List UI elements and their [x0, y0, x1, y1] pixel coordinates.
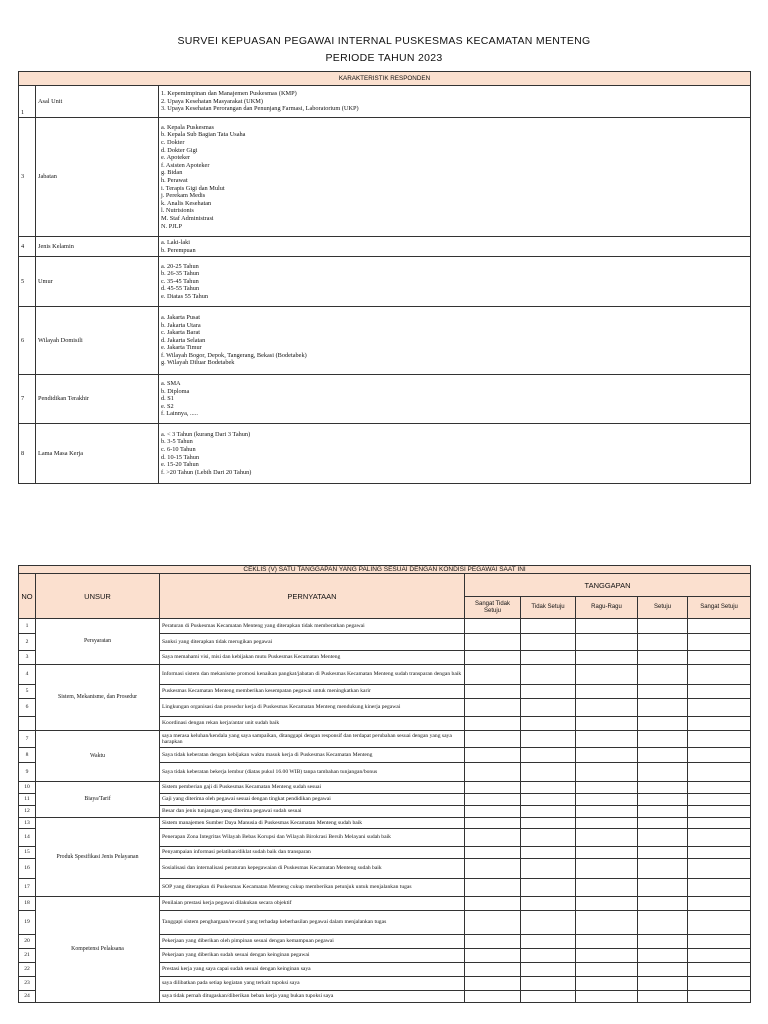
- response-checkbox-cell[interactable]: [465, 806, 521, 818]
- response-checkbox-cell[interactable]: [576, 991, 638, 1003]
- survey-row-no: [19, 717, 36, 731]
- response-checkbox-cell[interactable]: [688, 717, 751, 731]
- survey-row: [19, 782, 751, 794]
- respondent-row: [19, 307, 751, 375]
- response-checkbox-cell[interactable]: [688, 911, 751, 935]
- response-checkbox-cell[interactable]: [465, 731, 521, 748]
- response-checkbox-cell[interactable]: [576, 963, 638, 977]
- response-checkbox-cell[interactable]: [638, 847, 688, 859]
- response-checkbox-cell[interactable]: [638, 911, 688, 935]
- respondent-row-label: Umur: [36, 257, 159, 307]
- response-checkbox-cell[interactable]: [465, 634, 521, 651]
- survey-instruction-row: [19, 566, 751, 574]
- response-checkbox-cell[interactable]: [576, 763, 638, 782]
- response-checkbox-cell[interactable]: [688, 829, 751, 847]
- survey-unsur: Sistem, Mekanisme, dan Prosedur: [36, 665, 160, 731]
- response-checkbox-cell[interactable]: [576, 782, 638, 794]
- survey-statement: Saya memahami visi, misi dan kebijakan mutu Puskesmas Kecamatan Menteng: [160, 651, 465, 665]
- response-checkbox-cell[interactable]: [688, 619, 751, 634]
- response-checkbox-cell[interactable]: [521, 879, 576, 897]
- respondent-option: a. Jakarta Pusat: [161, 313, 200, 321]
- survey-statement: Penyampaian informasi pelatihan/diklat sudah baik dan transparan: [160, 847, 465, 859]
- response-checkbox-cell[interactable]: [576, 829, 638, 847]
- respondent-row-options: [159, 307, 751, 375]
- respondent-row-no: 4: [19, 237, 36, 257]
- respondent-header: KARAKTERISTIK RESPONDEN: [19, 72, 751, 86]
- response-checkbox-cell[interactable]: [638, 763, 688, 782]
- response-checkbox-cell[interactable]: [688, 806, 751, 818]
- respondent-option: d. S1: [161, 395, 174, 403]
- response-checkbox-cell[interactable]: [521, 634, 576, 651]
- response-checkbox-cell[interactable]: [638, 935, 688, 949]
- respondent-option: e. 15-20 Tahun: [161, 461, 199, 469]
- respondent-characteristics-body: [19, 72, 751, 484]
- response-checkbox-cell[interactable]: [521, 717, 576, 731]
- respondent-option: f. Asisten Apoteker: [161, 161, 210, 169]
- survey-row: [19, 619, 751, 634]
- respondent-option: a. 20-25 Tahun: [161, 262, 199, 270]
- response-checkbox-cell[interactable]: [638, 782, 688, 794]
- survey-statement: Lingkungan organisasi dan prosedur kerja di Puskesmas Kecamatan Menteng mendukung kinerja pegawai: [160, 699, 465, 717]
- respondent-row: [19, 237, 751, 257]
- survey-row-no: 20: [19, 935, 36, 949]
- response-checkbox-cell[interactable]: [521, 963, 576, 977]
- response-checkbox-cell[interactable]: [576, 847, 638, 859]
- respondent-option: e. Diatas 55 Tahun: [161, 292, 209, 300]
- response-checkbox-cell[interactable]: [465, 977, 521, 991]
- response-checkbox-cell[interactable]: [638, 991, 688, 1003]
- response-checkbox-cell[interactable]: [521, 794, 576, 806]
- response-checkbox-cell[interactable]: [638, 651, 688, 665]
- survey-statement: SOP yang diterapkan di Puskesmas Kecamatan Menteng cukup memberikan petunjuk untuk menjalankan tugas: [160, 879, 465, 897]
- survey-row-no: 21: [19, 949, 36, 963]
- response-checkbox-cell[interactable]: [465, 699, 521, 717]
- respondent-row: [19, 118, 751, 237]
- response-checkbox-cell[interactable]: [688, 651, 751, 665]
- survey-unsur: Waktu: [36, 731, 160, 782]
- response-checkbox-cell[interactable]: [521, 748, 576, 763]
- response-checkbox-cell[interactable]: [688, 634, 751, 651]
- col-unsur: UNSUR: [36, 574, 160, 619]
- col-no: NO: [19, 574, 36, 619]
- response-checkbox-cell[interactable]: [465, 879, 521, 897]
- respondent-option: N. PJLP: [161, 222, 182, 230]
- response-option-header: Tidak Setuju: [521, 597, 576, 619]
- response-checkbox-cell[interactable]: [688, 699, 751, 717]
- respondent-row: [19, 375, 751, 424]
- respondent-option: d. Dokter Gigi: [161, 146, 198, 154]
- survey-statement: Peraturan di Puskesmas Kecamatan Menteng yang diterapkan tidak memberatkan pegawai: [160, 619, 465, 634]
- response-checkbox-cell[interactable]: [638, 949, 688, 963]
- survey-row-no: 3: [19, 651, 36, 665]
- response-checkbox-cell[interactable]: [638, 619, 688, 634]
- response-checkbox-cell[interactable]: [688, 879, 751, 897]
- response-checkbox-cell[interactable]: [465, 717, 521, 731]
- response-checkbox-cell[interactable]: [688, 818, 751, 829]
- response-checkbox-cell[interactable]: [688, 963, 751, 977]
- response-checkbox-cell[interactable]: [521, 949, 576, 963]
- response-checkbox-cell[interactable]: [465, 935, 521, 949]
- response-checkbox-cell[interactable]: [521, 991, 576, 1003]
- response-checkbox-cell[interactable]: [576, 699, 638, 717]
- respondent-option: c. 35-45 Tahun: [161, 277, 199, 285]
- response-checkbox-cell[interactable]: [465, 619, 521, 634]
- response-checkbox-cell[interactable]: [576, 859, 638, 879]
- tanggapan-header-row: [19, 574, 751, 597]
- survey-row: [19, 731, 751, 748]
- response-checkbox-cell[interactable]: [521, 651, 576, 665]
- survey-row-no: 18: [19, 897, 36, 911]
- respondent-row-label: Asal Unit: [36, 86, 159, 118]
- respondent-option: b. Kepala Sub Bagian Tata Usaha: [161, 131, 246, 139]
- response-checkbox-cell[interactable]: [576, 634, 638, 651]
- response-checkbox-cell[interactable]: [688, 859, 751, 879]
- survey-row-no: 5: [19, 685, 36, 699]
- response-checkbox-cell[interactable]: [688, 731, 751, 748]
- survey-statement: Prestasi kerja yang saya capai sudah sesuai dengan keinginan saya: [160, 963, 465, 977]
- survey-row-no: 14: [19, 829, 36, 847]
- response-checkbox-cell[interactable]: [688, 685, 751, 699]
- response-checkbox-cell[interactable]: [688, 794, 751, 806]
- survey-statement: Sanksi yang diterapkan tidak merugikan pegawai: [160, 634, 465, 651]
- respondent-row-options: [159, 257, 751, 307]
- response-checkbox-cell[interactable]: [638, 731, 688, 748]
- response-checkbox-cell[interactable]: [638, 859, 688, 879]
- survey-statement: Besar dan jenis tunjangan yang diterima pegawai sudah sesuai: [160, 806, 465, 818]
- respondent-row-options: [159, 86, 751, 118]
- respondent-characteristics-table: [18, 71, 751, 484]
- response-checkbox-cell[interactable]: [521, 619, 576, 634]
- response-checkbox-cell[interactable]: [688, 897, 751, 911]
- respondent-row-no: 8: [19, 424, 36, 484]
- survey-row-no: 2: [19, 634, 36, 651]
- survey-statement: Penerapan Zona Integritas Wilayah Bebas Korupsi dan Wilayah Birokrasi Bersih Melayani sudah baik: [160, 829, 465, 847]
- response-checkbox-cell[interactable]: [521, 897, 576, 911]
- response-checkbox-cell[interactable]: [521, 665, 576, 685]
- respondent-option: b. Diploma: [161, 387, 190, 395]
- response-checkbox-cell[interactable]: [465, 897, 521, 911]
- survey-statement: saya dilibatkan pada setiap kegiatan yang terkait tupoksi saya: [160, 977, 465, 991]
- response-checkbox-cell[interactable]: [465, 847, 521, 859]
- survey-row-no: 15: [19, 847, 36, 859]
- survey-row-no: 10: [19, 782, 36, 794]
- response-checkbox-cell[interactable]: [576, 949, 638, 963]
- survey-statement: Gaji yang diterima oleh pegawai sesuai dengan tingkat pendidikan pegawai: [160, 794, 465, 806]
- survey-row-no: 8: [19, 748, 36, 763]
- response-checkbox-cell[interactable]: [638, 897, 688, 911]
- response-checkbox-cell[interactable]: [688, 748, 751, 763]
- response-checkbox-cell[interactable]: [465, 818, 521, 829]
- response-checkbox-cell[interactable]: [521, 731, 576, 748]
- survey-row-no: 16: [19, 859, 36, 879]
- response-checkbox-cell[interactable]: [465, 763, 521, 782]
- respondent-option: d. 10-15 Tahun: [161, 453, 200, 461]
- survey-unsur: Persyaratan: [36, 619, 160, 665]
- survey-row-no: 6: [19, 699, 36, 717]
- survey-row-no: 12: [19, 806, 36, 818]
- response-checkbox-cell[interactable]: [638, 699, 688, 717]
- response-checkbox-cell[interactable]: [638, 806, 688, 818]
- survey-row-no: 17: [19, 879, 36, 897]
- response-checkbox-cell[interactable]: [521, 685, 576, 699]
- response-checkbox-cell[interactable]: [465, 665, 521, 685]
- survey-row-no: 4: [19, 665, 36, 685]
- survey-statement: Pekerjaan yang diberikan oleh pimpinan sesuai dengan kemampuan pegawai: [160, 935, 465, 949]
- response-checkbox-cell[interactable]: [465, 949, 521, 963]
- respondent-row-no: 7: [19, 375, 36, 424]
- response-checkbox-cell[interactable]: [638, 748, 688, 763]
- survey-period: PERIODE TAHUN 2023: [325, 52, 443, 64]
- respondent-option: d. 45-55 Tahun: [161, 285, 200, 293]
- survey-row-no: 24: [19, 991, 36, 1003]
- response-checkbox-cell[interactable]: [521, 847, 576, 859]
- respondent-option: f. Wilayah Bogor, Depok, Tangerang, Bekasi (Bodetabek): [161, 351, 307, 359]
- respondent-option: M. Staf Administrasi: [161, 214, 214, 222]
- survey-instruction: CEKLIS (V) SATU TANGGAPAN YANG PALING SESUAI DENGAN KONDISI PEGAWAI SAAT INI: [19, 566, 751, 574]
- respondent-option: b. 3-5 Tahun: [161, 438, 193, 446]
- response-checkbox-cell[interactable]: [576, 748, 638, 763]
- response-checkbox-cell[interactable]: [688, 763, 751, 782]
- respondent-row: [19, 424, 751, 484]
- response-checkbox-cell[interactable]: [576, 717, 638, 731]
- response-checkbox-cell[interactable]: [688, 665, 751, 685]
- response-option-header: Sangat Tidak Setuju: [465, 597, 521, 619]
- respondent-option: b. Jakarta Utara: [161, 321, 201, 329]
- response-checkbox-cell[interactable]: [465, 794, 521, 806]
- respondent-option: 2. Upaya Kesehatan Masyarakat (UKM): [161, 97, 263, 105]
- respondent-option: i. Terapis Gigi dan Mulut: [161, 184, 225, 192]
- survey-statement: saya merasa keluhan/kendala yang saya sampaikan, ditanggapi dengan responsif dan terdapat perubahan sesuai dengan yang saya harapkan: [160, 731, 465, 748]
- respondent-option: f. >20 Tahun (Lebih Dari 20 Tahun): [161, 468, 252, 476]
- response-option-header: Setuju: [638, 597, 688, 619]
- response-checkbox-cell[interactable]: [576, 806, 638, 818]
- survey-row-no: 22: [19, 963, 36, 977]
- response-checkbox-cell[interactable]: [638, 879, 688, 897]
- survey-unsur: Biaya/Tarif: [36, 782, 160, 818]
- survey-row: [19, 665, 751, 685]
- response-checkbox-cell[interactable]: [465, 748, 521, 763]
- survey-row-no: 13: [19, 818, 36, 829]
- response-checkbox-cell[interactable]: [576, 977, 638, 991]
- response-checkbox-cell[interactable]: [576, 911, 638, 935]
- survey-statement: Tanggapi sistem penghargaan/reward yang terhadap keberhasilan pegawai dalam menjalankan tugas: [160, 911, 465, 935]
- respondent-option: a. Kepala Puskesmas: [161, 123, 214, 131]
- respondent-option: e. Apoteker: [161, 154, 191, 162]
- respondent-row-no: 5: [19, 257, 36, 307]
- response-checkbox-cell[interactable]: [465, 859, 521, 879]
- survey-row-no: 11: [19, 794, 36, 806]
- survey-statement: Penilaian prestasi kerja pegawai dilakukan secara objektif: [160, 897, 465, 911]
- response-checkbox-cell[interactable]: [465, 829, 521, 847]
- response-checkbox-cell[interactable]: [465, 991, 521, 1003]
- respondent-option: a. SMA: [161, 380, 181, 388]
- response-checkbox-cell[interactable]: [521, 911, 576, 935]
- response-checkbox-cell[interactable]: [638, 665, 688, 685]
- survey-statement: saya tidak pernah ditugaskan/diberikan beban kerja yang bukan tupoksi saya: [160, 991, 465, 1003]
- respondent-row-options: [159, 424, 751, 484]
- response-checkbox-cell[interactable]: [688, 847, 751, 859]
- survey-unsur: Kompetensi Pelaksana: [36, 897, 160, 1003]
- respondent-row-no: 1: [19, 86, 36, 118]
- respondent-row-label: Jabatan: [36, 118, 159, 237]
- survey-row-no: 1: [19, 619, 36, 634]
- respondent-option: c. Jakarta Barat: [161, 329, 200, 337]
- response-checkbox-cell[interactable]: [465, 911, 521, 935]
- response-checkbox-cell[interactable]: [576, 651, 638, 665]
- respondent-option: g. Bidan: [161, 169, 183, 177]
- respondent-option: d. Jakarta Selatan: [161, 336, 206, 344]
- response-checkbox-cell[interactable]: [465, 963, 521, 977]
- survey-statement: Sistem manajemen Sumber Daya Manusia di Puskesmas Kecamatan Menteng sudah baik: [160, 818, 465, 829]
- col-pernyataan: PERNYATAAN: [160, 574, 465, 619]
- respondent-option: b. Perempuan: [161, 246, 196, 254]
- survey-statement: Informasi sistem dan mekanisme promosi kenaikan pangkat/jabatan di Puskesmas Kecamatan Menteng sudah transparan dengan baik: [160, 665, 465, 685]
- respondent-row-options: [159, 375, 751, 424]
- response-checkbox-cell[interactable]: [521, 782, 576, 794]
- survey-row-no: 23: [19, 977, 36, 991]
- response-checkbox-cell[interactable]: [521, 818, 576, 829]
- response-checkbox-cell[interactable]: [638, 829, 688, 847]
- response-checkbox-cell[interactable]: [638, 717, 688, 731]
- respondent-row-label: Lama Masa Kerja: [36, 424, 159, 484]
- response-checkbox-cell[interactable]: [638, 963, 688, 977]
- respondent-option: c. 6-10 Tahun: [161, 445, 196, 453]
- response-checkbox-cell[interactable]: [521, 699, 576, 717]
- respondent-option: l. Nutrisionis: [161, 207, 194, 215]
- respondent-option: j. Perekam Medis: [161, 192, 206, 200]
- response-checkbox-cell[interactable]: [688, 991, 751, 1003]
- response-checkbox-cell[interactable]: [638, 634, 688, 651]
- response-checkbox-cell[interactable]: [576, 794, 638, 806]
- survey-statement: Saya tidak keberatan bekerja lembur (diatas pukul 16.00 WIB) tanpa tambahan tunjangan/bonus: [160, 763, 465, 782]
- respondent-option: a. < 3 Tahun (kurang Dari 3 Tahun): [161, 430, 251, 438]
- respondent-row: [19, 86, 751, 118]
- survey-row-no: 7: [19, 731, 36, 748]
- respondent-row-label: Pendidikan Terakhir: [36, 375, 159, 424]
- respondent-row-label: Wilayah Domisili: [36, 307, 159, 375]
- response-checkbox-cell[interactable]: [465, 782, 521, 794]
- survey-title: SURVEI KEPUASAN PEGAWAI INTERNAL PUSKESMAS KECAMATAN MENTENG: [177, 35, 591, 47]
- survey-statement: Koordinasi dengan rekan kerja/antar unit sudah baik: [160, 717, 465, 731]
- respondent-row-no: 3: [19, 118, 36, 237]
- respondent-row-no: 6: [19, 307, 36, 375]
- response-checkbox-cell[interactable]: [688, 935, 751, 949]
- response-checkbox-cell[interactable]: [638, 794, 688, 806]
- respondent-option: c. Dokter: [161, 139, 185, 147]
- response-checkbox-cell[interactable]: [638, 818, 688, 829]
- response-checkbox-cell[interactable]: [465, 651, 521, 665]
- survey-unsur: Produk Spesifikasi Jenis Pelayanan: [36, 818, 160, 897]
- respondent-option: k. Analis Kesehatan: [161, 199, 212, 207]
- response-checkbox-cell[interactable]: [688, 782, 751, 794]
- respondent-option: e. Jakarta Timur: [161, 344, 202, 352]
- survey-row: [19, 818, 751, 829]
- survey-statement: Saya tidak keberatan dengan kebijakan waktu masuk kerja di Puskesmas Kecamatan Menteng: [160, 748, 465, 763]
- respondent-row-options: [159, 237, 751, 257]
- respondent-header-row: [19, 72, 751, 86]
- response-checkbox-cell[interactable]: [576, 731, 638, 748]
- response-checkbox-cell[interactable]: [521, 806, 576, 818]
- response-checkbox-cell[interactable]: [521, 763, 576, 782]
- response-option-header: Sangat Setuju: [688, 597, 751, 619]
- respondent-option: e. S2: [161, 402, 174, 410]
- response-checkbox-cell[interactable]: [576, 935, 638, 949]
- survey-statement: Sosialisasi dan internalisasi peraturan kepegawaian di Puskesmas Kecamatan Menteng sudah baik: [160, 859, 465, 879]
- col-tanggapan: TANGGAPAN: [465, 574, 751, 597]
- respondent-option: b. 26-35 Tahun: [161, 270, 200, 278]
- response-checkbox-cell[interactable]: [576, 619, 638, 634]
- response-checkbox-cell[interactable]: [688, 949, 751, 963]
- response-checkbox-cell[interactable]: [576, 665, 638, 685]
- survey-statement: Puskesmas Kecamatan Menteng memberikan kesempatan pegawai untuk meningkatkan karir: [160, 685, 465, 699]
- survey-row-no: 9: [19, 763, 36, 782]
- response-checkbox-cell[interactable]: [576, 818, 638, 829]
- response-checkbox-cell[interactable]: [521, 829, 576, 847]
- response-checkbox-cell[interactable]: [576, 685, 638, 699]
- respondent-row: [19, 257, 751, 307]
- response-checkbox-cell[interactable]: [576, 879, 638, 897]
- response-checkbox-cell[interactable]: [688, 977, 751, 991]
- survey-response-body: [19, 619, 751, 1003]
- survey-statement: Pekerjaan yang diberikan sudah sesuai dengan keinginan pegawai: [160, 949, 465, 963]
- respondent-option: h. Perawat: [161, 177, 188, 184]
- respondent-row-options: [159, 118, 751, 237]
- respondent-option: 1. Kepemimpinan dan Manajemen Puskesmas (KMP): [161, 90, 297, 98]
- survey-response-table: [18, 565, 751, 1003]
- respondent-option: 3. Upaya Kesehatan Perorangan dan Penunjang Farmasi, Laboratorium (UKP): [161, 105, 359, 113]
- response-option-header: Ragu-Ragu: [576, 597, 638, 619]
- respondent-option: g. Wilayah Diluar Bodetabek: [161, 359, 235, 367]
- response-checkbox-cell[interactable]: [521, 859, 576, 879]
- response-checkbox-cell[interactable]: [638, 685, 688, 699]
- response-checkbox-cell[interactable]: [576, 897, 638, 911]
- survey-row: [19, 897, 751, 911]
- response-checkbox-cell[interactable]: [638, 977, 688, 991]
- survey-statement: Sistem pemberian gaji di Puskesmas Kecamatan Menteng sudah sesuai: [160, 782, 465, 794]
- respondent-option: f. Lainnya, .....: [161, 410, 198, 418]
- respondent-option: a. Laki-laki: [161, 238, 191, 246]
- survey-row-no: 19: [19, 911, 36, 935]
- response-checkbox-cell[interactable]: [521, 977, 576, 991]
- respondent-row-label: Jenis Kelamin: [36, 237, 159, 257]
- response-checkbox-cell[interactable]: [465, 685, 521, 699]
- response-checkbox-cell[interactable]: [521, 935, 576, 949]
